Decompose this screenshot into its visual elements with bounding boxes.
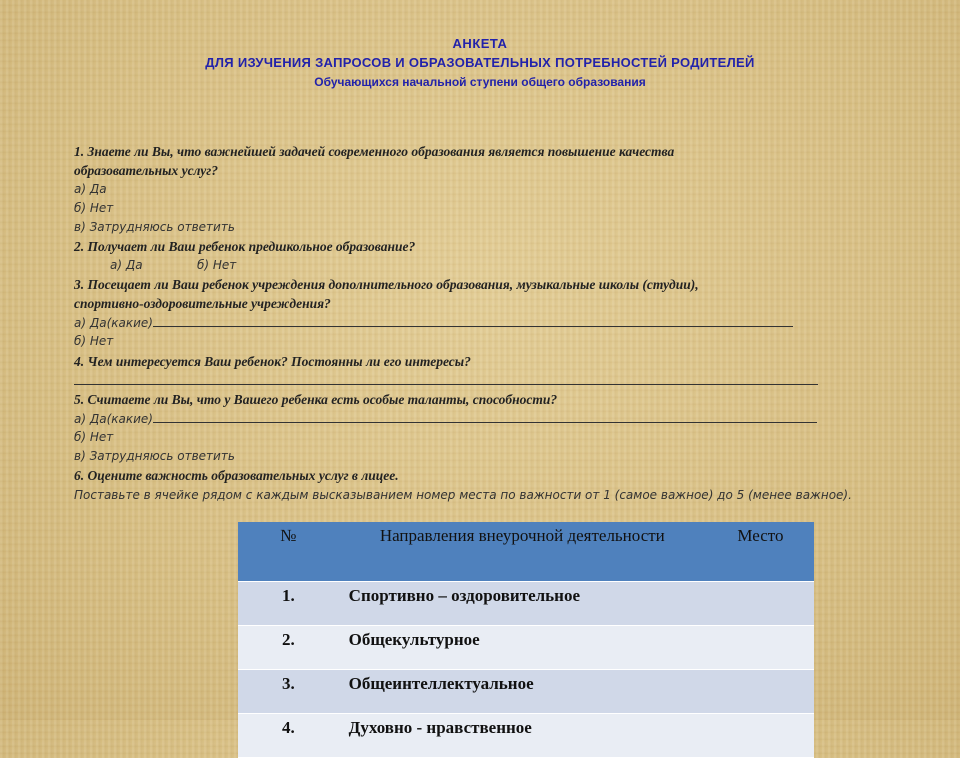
- question-4-text: 4. Чем интересуется Ваш ребенок? Постоянны ли его интересы?: [74, 354, 471, 369]
- question-3-text-cont: спортивно-оздоровительные учреждения?: [74, 296, 331, 311]
- table-row: [238, 626, 814, 670]
- question-1-text: 1. Знаете ли Вы, что важнейшей задачей современного образования является повышение качества: [74, 144, 675, 159]
- question-1-option-a: а) Да: [74, 182, 107, 196]
- question-2-option-a: а) Да: [110, 258, 143, 272]
- place-cell[interactable]: [707, 670, 814, 714]
- question-1-text-cont: образовательных услуг?: [74, 163, 219, 178]
- question-6-instruction: Поставьте в ячейке рядом с каждым высказыванием номер места по важности от 1 (самое важное) до 5 (менее важное).: [74, 488, 852, 502]
- table-row: [238, 670, 814, 714]
- question-4-answer: [74, 371, 818, 390]
- answer-line[interactable]: [153, 409, 817, 423]
- question-2-option-b: б) Нет: [197, 258, 237, 272]
- row-direction: Спортивно – оздоровительное: [339, 582, 707, 626]
- column-header-number: №: [238, 522, 339, 582]
- question-1-option-b: б) Нет: [74, 201, 114, 215]
- question-3-option-b: б) Нет: [74, 334, 114, 348]
- survey-audience: Обучающихся начальной ступени общего образования: [314, 75, 646, 89]
- row-number: 1.: [238, 582, 339, 626]
- row-direction: Общекультурное: [339, 626, 707, 670]
- answer-line[interactable]: [153, 313, 793, 327]
- column-header-place: Место: [707, 522, 814, 582]
- question-5-option-a-label: а) Да(какие): [74, 412, 153, 426]
- activity-directions-table: [238, 522, 814, 758]
- place-cell[interactable]: [707, 714, 814, 758]
- question-3-text: 3. Посещает ли Ваш ребенок учреждения дополнительного образования, музыкальные школы (студии),: [74, 277, 699, 292]
- row-number: 2.: [238, 626, 339, 670]
- question-1-option-c: в) Затрудняюсь ответить: [74, 220, 235, 234]
- question-6-text: 6. Оцените важность образовательных услуг в лицее.: [74, 468, 399, 483]
- question-5-option-a: [74, 409, 817, 429]
- row-number: 4.: [238, 714, 339, 758]
- answer-line[interactable]: [74, 371, 818, 385]
- table-row: [238, 582, 814, 626]
- row-direction: Общеинтеллектуальное: [339, 670, 707, 714]
- survey-subtitle: ДЛЯ ИЗУЧЕНИЯ ЗАПРОСОВ И ОБРАЗОВАТЕЛЬНЫХ ПОТРЕБНОСТЕЙ РОДИТЕЛЕЙ: [205, 55, 755, 70]
- place-cell[interactable]: [707, 582, 814, 626]
- place-cell[interactable]: [707, 626, 814, 670]
- question-5-option-c: в) Затрудняюсь ответить: [74, 449, 235, 463]
- question-2-text: 2. Получает ли Ваш ребенок предшкольное образование?: [74, 239, 416, 254]
- row-number: 3.: [238, 670, 339, 714]
- table-header-row: [238, 522, 814, 582]
- question-3-option-a: [74, 313, 793, 333]
- column-header-direction: Направления внеурочной деятельности: [339, 522, 707, 582]
- survey-title: АНКЕТА: [452, 36, 508, 51]
- table-row: [238, 714, 814, 758]
- question-5-text: 5. Считаете ли Вы, что у Вашего ребенка есть особые таланты, способности?: [74, 392, 558, 407]
- question-5-option-b: б) Нет: [74, 430, 114, 444]
- question-3-option-a-label: а) Да(какие): [74, 316, 153, 330]
- row-direction: Духовно - нравственное: [339, 714, 707, 758]
